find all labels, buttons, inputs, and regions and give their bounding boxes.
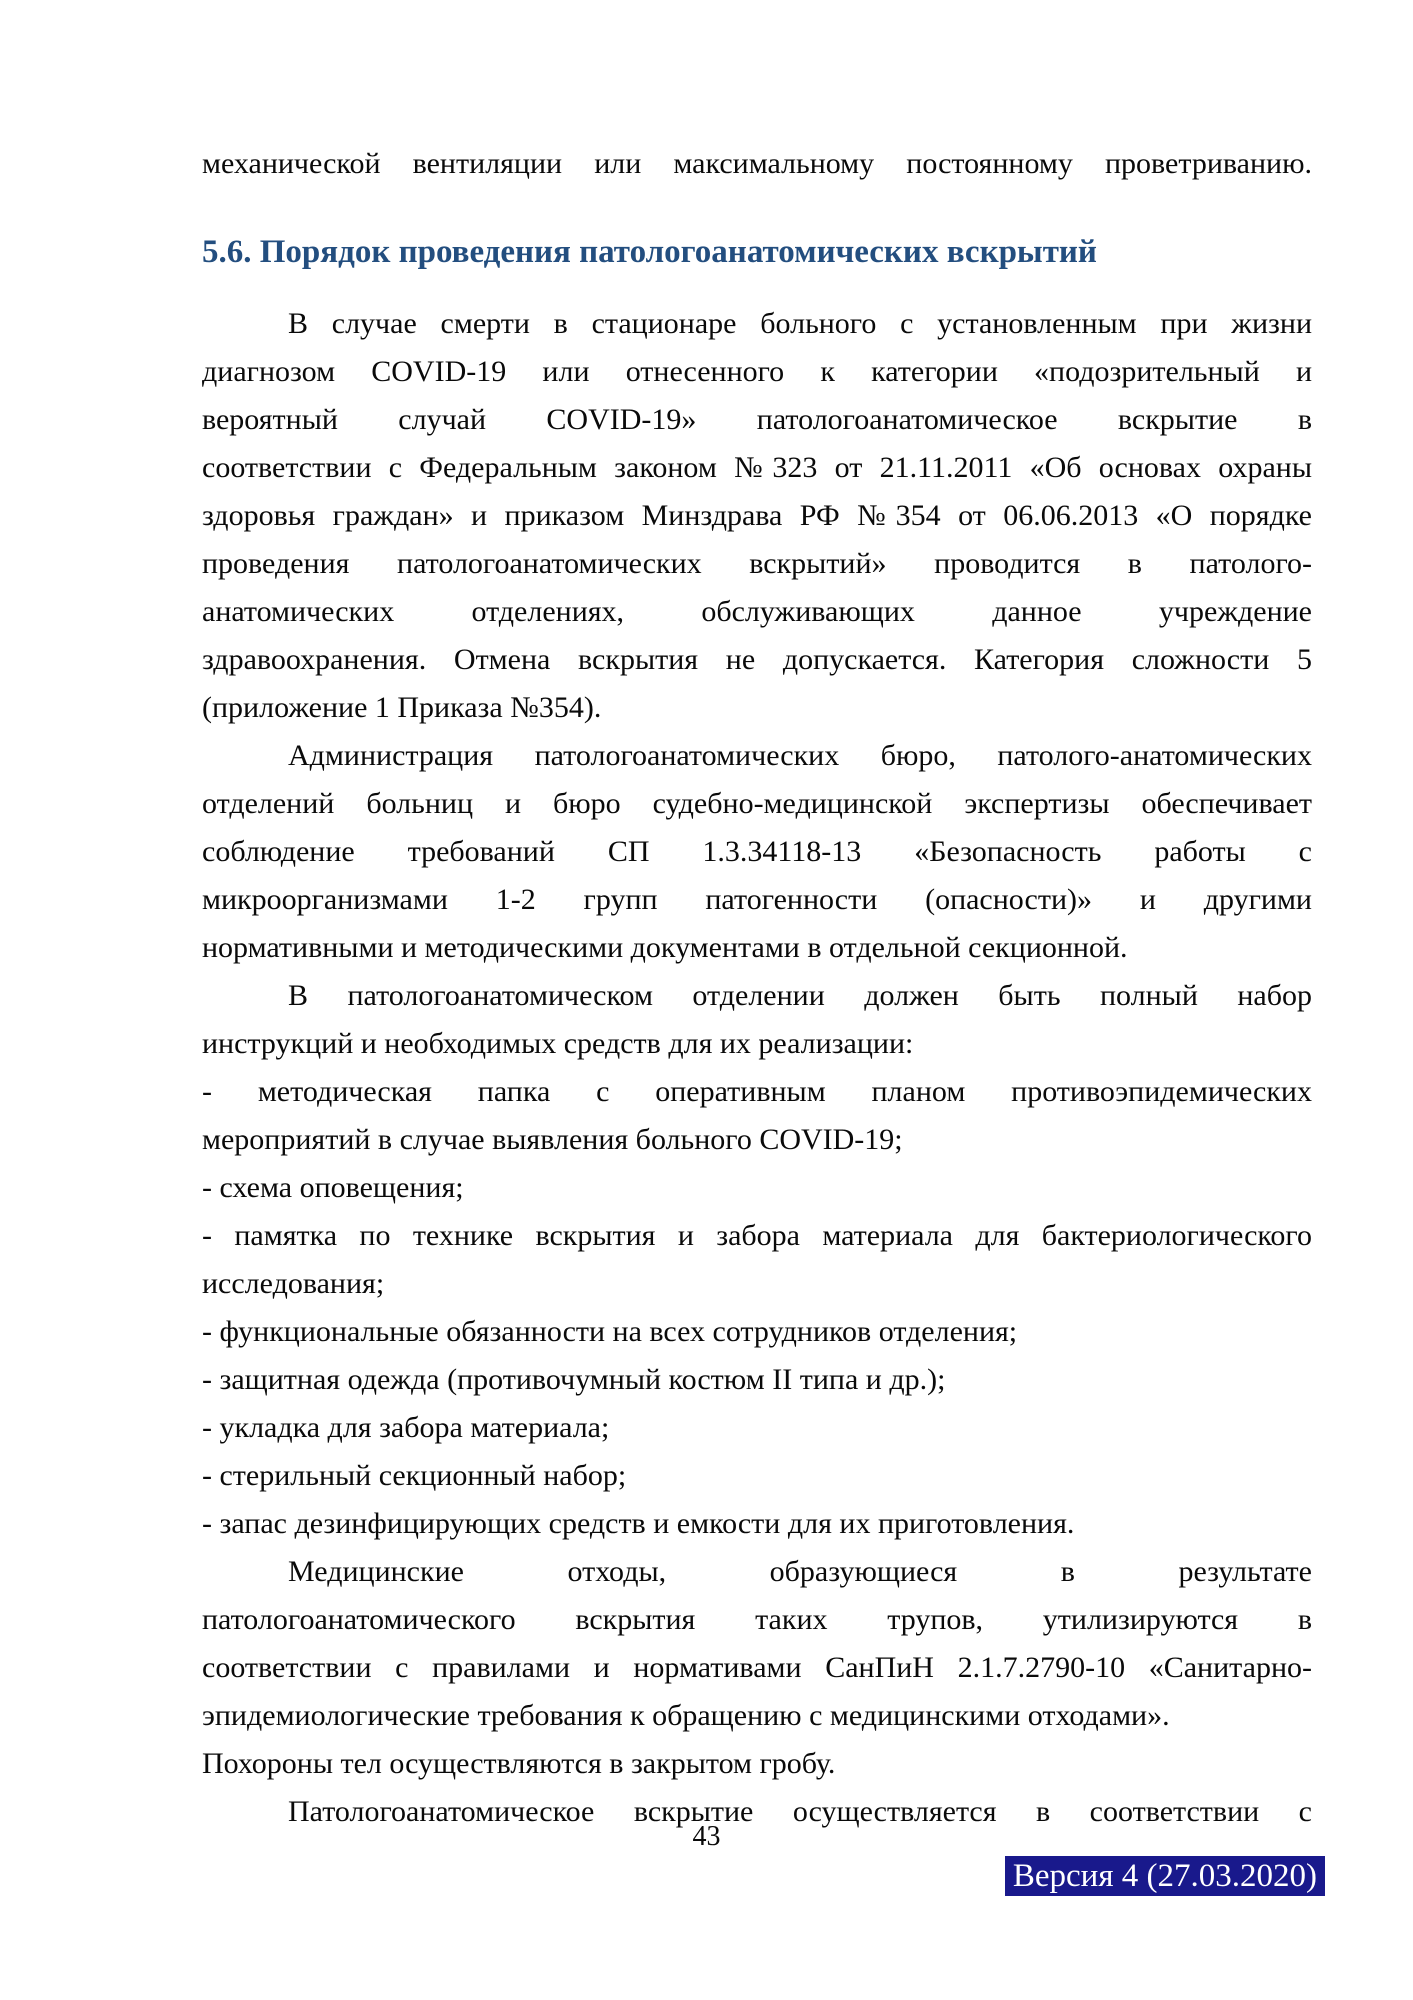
text-line: - запас дезинфицирующих средств и емкости для их приготовления. [202, 1507, 1075, 1540]
text-line: соответствии с Федеральным законом №323 от 21.11.2011 «Об основах охраны [202, 451, 1312, 484]
page-body [202, 140, 1312, 1836]
text-line: здоровья граждан» и приказом Минздрава РФ №354 от 06.06.2013 «О порядке [202, 499, 1312, 532]
text-line: соблюдение требований СП 1.3.34118-13 «Безопасность работы с [202, 835, 1312, 868]
text-line: отделений больниц и бюро судебно-медицинской экспертизы обеспечивает [202, 787, 1312, 820]
body-text [202, 300, 1312, 1836]
text-line: Похороны тел осуществляются в закрытом гробу. [202, 1747, 836, 1780]
text-line: нормативными и методическими документами в отдельной секционной. [202, 931, 1128, 964]
text-line: диагнозом COVID-19 или отнесенного к категории «подозрительный и [202, 355, 1312, 388]
text-line: - стерильный секционный набор; [202, 1459, 627, 1492]
text-line: проведения патологоанатомических вскрытий» проводится в патолого- [202, 547, 1312, 580]
text-line: микроорганизмами 1-2 групп патогенности (опасности)» и другими [202, 883, 1312, 916]
text-line: В случае смерти в стационаре больного с установленным при жизни [288, 307, 1312, 340]
text-line: - защитная одежда (противочумный костюм II типа и др.); [202, 1363, 946, 1396]
text-line: (приложение 1 Приказа №354). [202, 691, 602, 724]
text-line: - укладка для забора материала; [202, 1411, 610, 1444]
text-line: инструкций и необходимых средств для их реализации: [202, 1027, 914, 1060]
paragraph-continuation-line: механической вентиляции или максимальному постоянному проветриванию. [202, 147, 1312, 180]
text-line: патологоанатомического вскрытия таких трупов, утилизируются в [202, 1603, 1312, 1636]
text-line: Медицинские отходы, образующиеся в результате [288, 1555, 1312, 1588]
version-badge: Версия 4 (27.03.2020) [1005, 1856, 1325, 1896]
page-number: 43 [692, 1821, 721, 1852]
text-line: Администрация патологоанатомических бюро, патолого-анатомических [288, 739, 1312, 772]
text-line: здравоохранения. Отмена вскрытия не допускается. Категория сложности 5 [202, 643, 1312, 676]
text-line: вероятный случай COVID-19» патологоанатомическое вскрытие в [202, 403, 1312, 436]
text-line: - функциональные обязанности на всех сотрудников отделения; [202, 1315, 1018, 1348]
text-line: В патологоанатомическом отделении должен быть полный набор [288, 979, 1312, 1012]
text-line: исследования; [202, 1267, 385, 1300]
text-line: - схема оповещения; [202, 1171, 464, 1204]
text-line: - памятка по технике вскрытия и забора материала для бактериологического [202, 1219, 1312, 1252]
section-heading: 5.6. Порядок проведения патологоанатомических вскрытий [202, 234, 1097, 270]
text-line: соответствии с правилами и нормативами СанПиН 2.1.7.2790-10 «Санитарно- [202, 1651, 1312, 1684]
text-line: - методическая папка с оперативным планом противоэпидемических [202, 1075, 1312, 1108]
text-line: анатомических отделениях, обслуживающих данное учреждение [202, 595, 1312, 628]
text-line: мероприятий в случае выявления больного COVID-19; [202, 1123, 903, 1156]
text-line: Патологоанатомическое вскрытие осуществляется в соответствии с [288, 1795, 1312, 1828]
text-line: эпидемиологические требования к обращению с медицинскими отходами». [202, 1699, 1170, 1732]
